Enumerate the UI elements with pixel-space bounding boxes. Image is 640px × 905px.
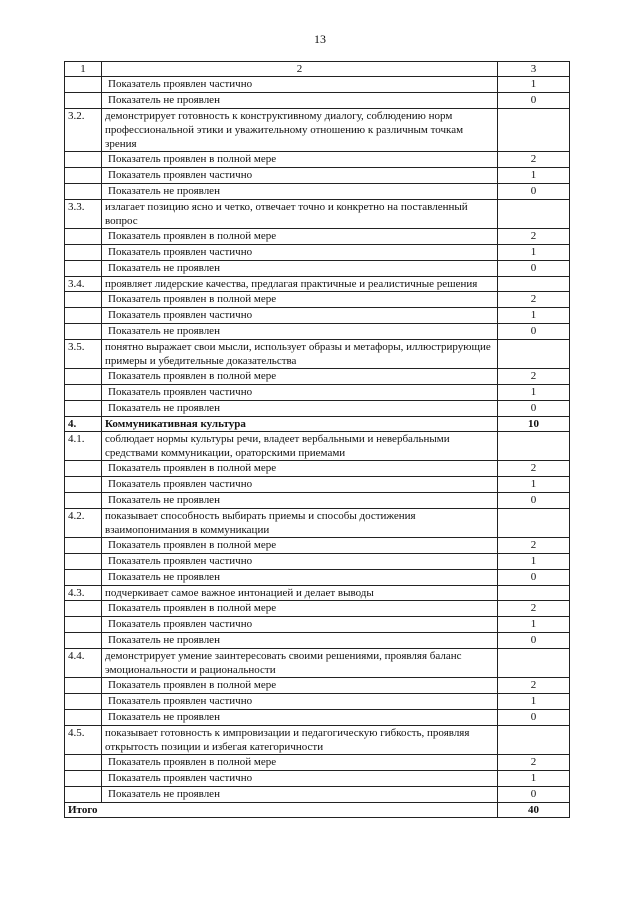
row-number: 4.5. — [65, 726, 102, 755]
row-text: Показатель проявлен в полной мере — [102, 152, 498, 168]
row-score — [498, 649, 570, 678]
criterion-row — [65, 200, 570, 229]
indicator-row — [65, 554, 570, 570]
row-text: понятно выражает свои мысли, использует образы и метафоры, иллюстрирующие примеры и убедительные доказательства — [102, 340, 498, 369]
row-number: 4.3. — [65, 586, 102, 601]
indicator-row — [65, 755, 570, 771]
indicator-row — [65, 77, 570, 93]
row-text: Показатель не проявлен — [102, 787, 498, 803]
row-score — [498, 586, 570, 601]
row-number — [65, 401, 102, 417]
criterion-row — [65, 432, 570, 461]
indicator-row — [65, 245, 570, 261]
row-number: 4.4. — [65, 649, 102, 678]
header-col-3: 3 — [498, 62, 570, 77]
row-number — [65, 324, 102, 340]
indicator-row — [65, 292, 570, 308]
indicator-row — [65, 229, 570, 245]
row-number — [65, 385, 102, 401]
row-text: Показатель проявлен в полной мере — [102, 292, 498, 308]
row-score: 1 — [498, 385, 570, 401]
row-number — [65, 168, 102, 184]
indicator-row — [65, 538, 570, 554]
row-number: 4. — [65, 417, 102, 432]
row-score: 1 — [498, 554, 570, 570]
indicator-row — [65, 633, 570, 649]
row-text: Показатель проявлен в полной мере — [102, 755, 498, 771]
row-score: 2 — [498, 152, 570, 168]
row-score — [498, 109, 570, 152]
row-text: соблюдает нормы культуры речи, владеет вербальными и невербальными средствами коммуникации, ораторскими приемами — [102, 432, 498, 461]
row-number — [65, 77, 102, 93]
row-text: Показатель не проявлен — [102, 570, 498, 586]
indicator-row — [65, 710, 570, 726]
row-number — [65, 771, 102, 787]
indicator-row — [65, 184, 570, 200]
row-number — [65, 538, 102, 554]
row-score: 0 — [498, 787, 570, 803]
row-text: Показатель не проявлен — [102, 184, 498, 200]
row-number — [65, 308, 102, 324]
row-number — [65, 617, 102, 633]
row-score: 1 — [498, 168, 570, 184]
row-text: Показатель проявлен в полной мере — [102, 678, 498, 694]
row-number — [65, 93, 102, 109]
row-number: 3.5. — [65, 340, 102, 369]
indicator-row — [65, 570, 570, 586]
row-text: Показатель проявлен частично — [102, 168, 498, 184]
row-score: 2 — [498, 229, 570, 245]
row-text: Показатель проявлен в полной мере — [102, 601, 498, 617]
row-number: 4.1. — [65, 432, 102, 461]
row-score — [498, 277, 570, 292]
total-label: Итого — [65, 803, 498, 818]
row-text: Показатель проявлен частично — [102, 308, 498, 324]
row-number — [65, 184, 102, 200]
row-number — [65, 633, 102, 649]
row-text: Показатель проявлен частично — [102, 77, 498, 93]
row-text: Показатель проявлен в полной мере — [102, 229, 498, 245]
row-score: 2 — [498, 461, 570, 477]
row-number — [65, 601, 102, 617]
row-score — [498, 340, 570, 369]
indicator-row — [65, 385, 570, 401]
indicator-row — [65, 477, 570, 493]
row-score — [498, 509, 570, 538]
indicator-row — [65, 401, 570, 417]
criterion-row — [65, 509, 570, 538]
row-score — [498, 200, 570, 229]
criteria-table-body — [65, 62, 570, 803]
row-number — [65, 461, 102, 477]
row-number — [65, 245, 102, 261]
row-text: Показатель не проявлен — [102, 493, 498, 509]
row-text: Показатель не проявлен — [102, 401, 498, 417]
row-number — [65, 261, 102, 277]
row-number — [65, 292, 102, 308]
indicator-row — [65, 694, 570, 710]
criterion-row — [65, 586, 570, 601]
row-score: 0 — [498, 570, 570, 586]
criterion-row — [65, 340, 570, 369]
row-score: 2 — [498, 678, 570, 694]
criterion-row — [65, 649, 570, 678]
row-score: 0 — [498, 401, 570, 417]
row-number — [65, 710, 102, 726]
row-score: 2 — [498, 292, 570, 308]
criteria-table — [64, 61, 570, 818]
indicator-row — [65, 771, 570, 787]
row-score: 1 — [498, 77, 570, 93]
row-text: Коммуникативная культура — [102, 417, 498, 432]
row-number — [65, 229, 102, 245]
indicator-row — [65, 168, 570, 184]
row-text: Показатель не проявлен — [102, 93, 498, 109]
row-number: 4.2. — [65, 509, 102, 538]
indicator-row — [65, 324, 570, 340]
indicator-row — [65, 369, 570, 385]
row-score: 0 — [498, 633, 570, 649]
row-number — [65, 554, 102, 570]
row-number — [65, 570, 102, 586]
row-text: проявляет лидерские качества, предлагая практичные и реалистичные решения — [102, 277, 498, 292]
row-text: показывает готовность к импровизации и педагогическую гибкость, проявляя открытость позиции и избегая категоричности — [102, 726, 498, 755]
row-number — [65, 694, 102, 710]
criterion-row — [65, 726, 570, 755]
row-score: 2 — [498, 755, 570, 771]
row-score: 0 — [498, 184, 570, 200]
header-col-2: 2 — [102, 62, 498, 77]
row-number: 3.3. — [65, 200, 102, 229]
row-number: 3.4. — [65, 277, 102, 292]
row-score: 0 — [498, 93, 570, 109]
row-score: 1 — [498, 477, 570, 493]
indicator-row — [65, 601, 570, 617]
row-text: Показатель проявлен в полной мере — [102, 461, 498, 477]
criterion-row — [65, 277, 570, 292]
indicator-row — [65, 678, 570, 694]
indicator-row — [65, 461, 570, 477]
total-row — [65, 803, 570, 818]
row-number — [65, 477, 102, 493]
total-score: 40 — [498, 803, 570, 818]
row-text: показывает способность выбирать приемы и способы достижения взаимопонимания в коммуникации — [102, 509, 498, 538]
indicator-row — [65, 617, 570, 633]
row-number: 3.2. — [65, 109, 102, 152]
row-text: Показатель не проявлен — [102, 710, 498, 726]
indicator-row — [65, 493, 570, 509]
page-number: 13 — [314, 32, 326, 46]
indicator-row — [65, 261, 570, 277]
row-score: 1 — [498, 694, 570, 710]
row-text: Показатель проявлен частично — [102, 477, 498, 493]
row-score: 0 — [498, 324, 570, 340]
row-score: 0 — [498, 710, 570, 726]
indicator-row — [65, 308, 570, 324]
row-text: демонстрирует готовность к конструктивному диалогу, соблюдению норм профессиональной этики и уважительному отношению к различным точкам зрения — [102, 109, 498, 152]
row-number — [65, 152, 102, 168]
row-score: 1 — [498, 245, 570, 261]
criterion-row — [65, 109, 570, 152]
row-score: 1 — [498, 771, 570, 787]
row-text: Показатель проявлен частично — [102, 694, 498, 710]
row-text: Показатель проявлен частично — [102, 245, 498, 261]
section-row — [65, 417, 570, 432]
row-number — [65, 755, 102, 771]
row-score: 2 — [498, 601, 570, 617]
row-number — [65, 787, 102, 803]
row-text: Показатель проявлен в полной мере — [102, 369, 498, 385]
row-score: 0 — [498, 493, 570, 509]
table-header-row — [65, 62, 570, 77]
indicator-row — [65, 93, 570, 109]
row-text: Показатель проявлен частично — [102, 554, 498, 570]
row-number — [65, 493, 102, 509]
indicator-row — [65, 787, 570, 803]
indicator-row — [65, 152, 570, 168]
row-score: 1 — [498, 617, 570, 633]
row-score: 2 — [498, 538, 570, 554]
row-score — [498, 432, 570, 461]
row-text: Показатель проявлен частично — [102, 771, 498, 787]
row-number — [65, 678, 102, 694]
row-score: 2 — [498, 369, 570, 385]
row-score: 1 — [498, 308, 570, 324]
row-text: излагает позицию ясно и четко, отвечает точно и конкретно на поставленный вопрос — [102, 200, 498, 229]
row-text: Показатель проявлен частично — [102, 617, 498, 633]
header-col-1: 1 — [65, 62, 102, 77]
row-score: 0 — [498, 261, 570, 277]
row-text: демонстрирует умение заинтересовать своими решениями, проявляя баланс эмоциональности и рациональности — [102, 649, 498, 678]
row-score — [498, 726, 570, 755]
row-text: Показатель не проявлен — [102, 261, 498, 277]
row-number — [65, 369, 102, 385]
row-text: Показатель не проявлен — [102, 633, 498, 649]
row-text: Показатель не проявлен — [102, 324, 498, 340]
row-text: подчеркивает самое важное интонацией и делает выводы — [102, 586, 498, 601]
row-score: 10 — [498, 417, 570, 432]
row-text: Показатель проявлен частично — [102, 385, 498, 401]
row-text: Показатель проявлен в полной мере — [102, 538, 498, 554]
